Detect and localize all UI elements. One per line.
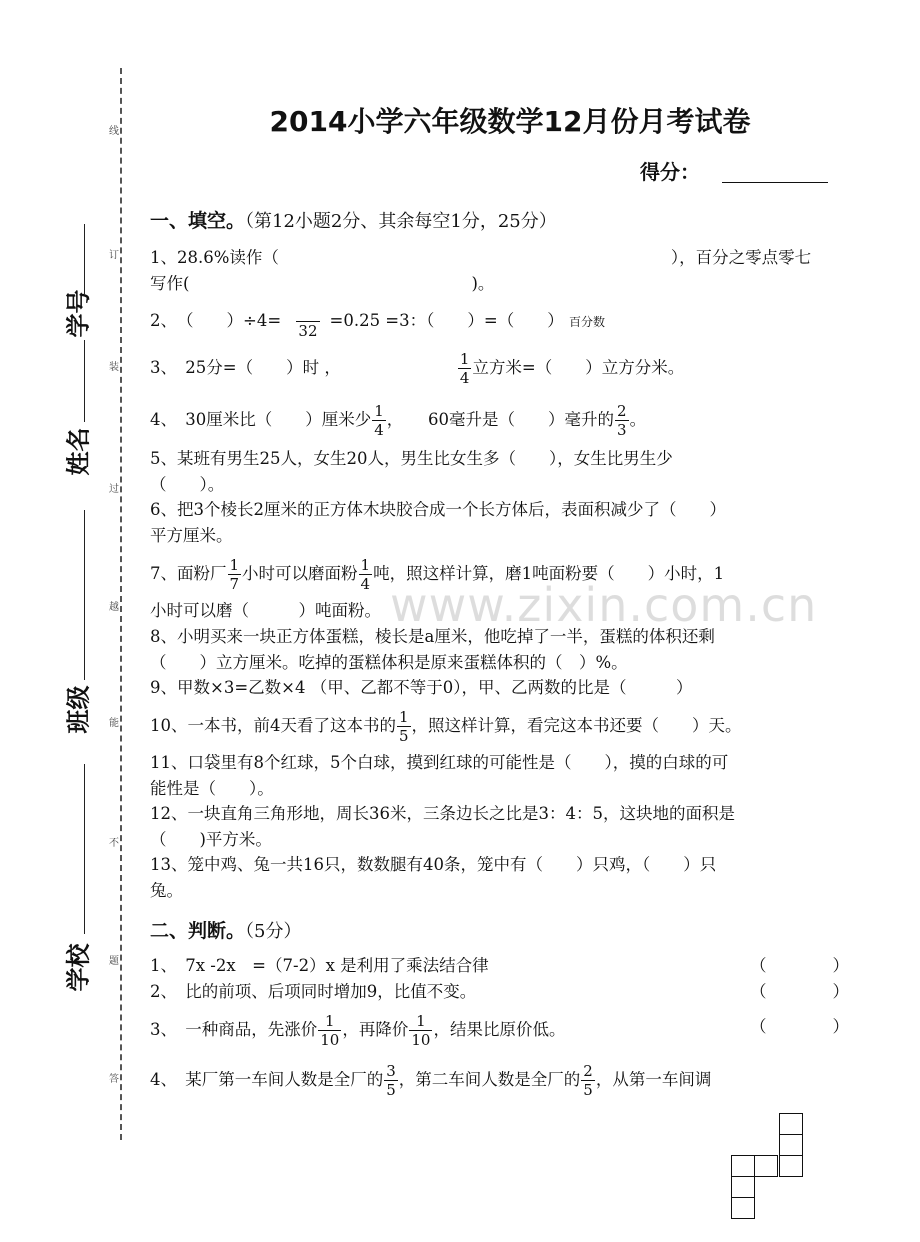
binding-char: 过 (109, 484, 119, 495)
question-6-cont: 平方厘米。 (150, 526, 233, 545)
binding-char: 能 (109, 718, 119, 729)
question-9: 9、甲数×3=乙数×4 （甲、乙都不等于0），甲、乙两数的比是（ ） (150, 678, 693, 697)
binding-char: 订 (109, 250, 119, 261)
question-8: 8、小明买来一块正方体蛋糕，棱长是a厘米，他吃掉了一半，蛋糕的体积还剩 (150, 627, 715, 646)
binding-char: 线 (109, 126, 119, 137)
binding-char: 题 (109, 956, 119, 967)
fraction: $\frac{1}{10}$ (320, 1012, 340, 1049)
question-13-cont: 兔。 (150, 881, 183, 900)
section-2-heading (150, 916, 301, 943)
student-name-label: 姓名 (64, 427, 93, 476)
judge-3-answer[interactable]: （ ） (750, 1017, 849, 1036)
question-1: 1、28.6%读作（ ），百分之零点零七 (150, 248, 812, 267)
question-3: 3、 25分=（ ）时 ， $\frac{1}{4}$ 立方米=（ ）立方分米。 (150, 350, 685, 387)
question-7: 7、面粉厂 $\frac{1}{7}$ 小时可以磨面粉 $\frac{1}{4}$ 吨，照这样计算，磨1吨面粉要（ ）小时，1 (150, 556, 725, 593)
question-5: 5、某班有男生25人，女生20人，男生比女生多（ ），女生比男生少 (150, 449, 673, 468)
question-1-cont: 写作( )。 (150, 274, 495, 293)
section-1-heading (150, 206, 557, 233)
student-number-label: 学号 (64, 289, 93, 338)
question-13: 13、笼中鸡、兔一共16只，数数腿有40条，笼中有（ ）只鸡，（ ）只 (150, 855, 717, 874)
net-cell (779, 1134, 803, 1156)
net-cell (779, 1113, 803, 1135)
question-7-cont: 小时可以磨（ ）吨面粉。 (150, 601, 381, 620)
question-2: 2、 （ ）÷4= 32 =0.25 =3：（ ）=（ ） 百分数 (150, 303, 605, 340)
question-8-cont: （ ）立方厘米。吃掉的蛋糕体积是原来蛋糕体积的（ ）%。 (150, 653, 628, 672)
binding-dashed-line (120, 68, 122, 1140)
score-field[interactable] (722, 182, 828, 183)
net-cell (731, 1155, 755, 1177)
section-2-title: 二、判断。 (150, 920, 246, 942)
binding-char: 答 (109, 1074, 119, 1085)
section-2-note: （5分） (245, 921, 302, 942)
fraction: $\frac{3}{5}$ (386, 1062, 396, 1099)
section-1-title: 一、填空。 (150, 210, 246, 232)
fraction: $\frac{1}{4}$ (360, 556, 371, 593)
fraction: $\frac{1}{7}$ (229, 556, 240, 593)
school-line[interactable] (84, 764, 85, 934)
question-11: 11、口袋里有8个红球，5个白球，摸到红球的可能性是（ ），摸的白球的可 (150, 753, 729, 772)
student-name-line[interactable] (84, 340, 85, 422)
question-5-cont: （ ）。 (150, 475, 225, 494)
fraction: $\frac{2}{3}$ (617, 402, 627, 439)
binding-char: 装 (109, 362, 119, 373)
net-cell (731, 1197, 755, 1219)
question-12-cont: （ )平方米。 (150, 830, 272, 849)
fraction: 32 (296, 303, 319, 340)
fraction: $\frac{1}{10}$ (411, 1012, 431, 1049)
question-12: 12、一块直角三角形地，周长36米，三条边长之比是3：4：5，这块地的面积是 (150, 804, 735, 823)
judge-4: 4、 某厂第一车间人数是全厂的 $\frac{3}{5}$ ，第二车间人数是全厂的 $\frac{2}{5}$ ，从第一车间调 (150, 1062, 712, 1099)
section-1-note: （第12小题2分、其余每空1分，25分） (245, 211, 557, 232)
class-line[interactable] (84, 510, 85, 680)
judge-1-answer[interactable]: （ ） (750, 956, 849, 975)
net-cell (754, 1155, 778, 1177)
judge-1: 1、 7x -2x =（7-2）x 是利用了乘法结合律 (150, 956, 489, 975)
question-11-cont: 能性是（ ）。 (150, 779, 274, 798)
fraction: $\frac{1}{5}$ (399, 708, 409, 745)
fraction: $\frac{2}{5}$ (583, 1062, 593, 1099)
net-cell (731, 1176, 755, 1198)
binding-char: 越 (109, 602, 119, 613)
judge-2: 2、 比的前项、后项同时增加9，比值不变。 (150, 982, 477, 1001)
page-title: 2014小学六年级数学12月份月考试卷 (269, 105, 751, 138)
question-10: 10、一本书，前4天看了这本书的 $\frac{1}{5}$ ，照这样计算，看完这本书还要（ ）天。 (150, 708, 742, 745)
fraction: $\frac{1}{4}$ (459, 350, 470, 387)
student-number-line[interactable] (84, 224, 85, 294)
binding-char: 不 (109, 838, 119, 849)
question-4: 4、 30厘米比（ ）厘米少 $\frac{1}{4}$ ， 60毫升是（ ）毫升的 $\frac{2}{3}$ 。 (150, 402, 647, 439)
net-cell (779, 1155, 803, 1177)
fraction: $\frac{1}{4}$ (374, 402, 384, 439)
school-label: 学校 (64, 943, 93, 992)
class-label: 班级 (64, 685, 93, 734)
score-label: 得分： (640, 160, 700, 184)
judge-3: 3、 一种商品，先涨价 $\frac{1}{10}$ ，再降价 $\frac{1}{10}$ ，结果比原价低。 (150, 1012, 566, 1049)
watermark: www.zixin.com.cn (390, 578, 818, 632)
judge-2-answer[interactable]: （ ） (750, 982, 849, 1001)
question-6: 6、把3个棱长2厘米的正方体木块胶合成一个长方体后，表面积减少了（ ） (150, 500, 726, 519)
